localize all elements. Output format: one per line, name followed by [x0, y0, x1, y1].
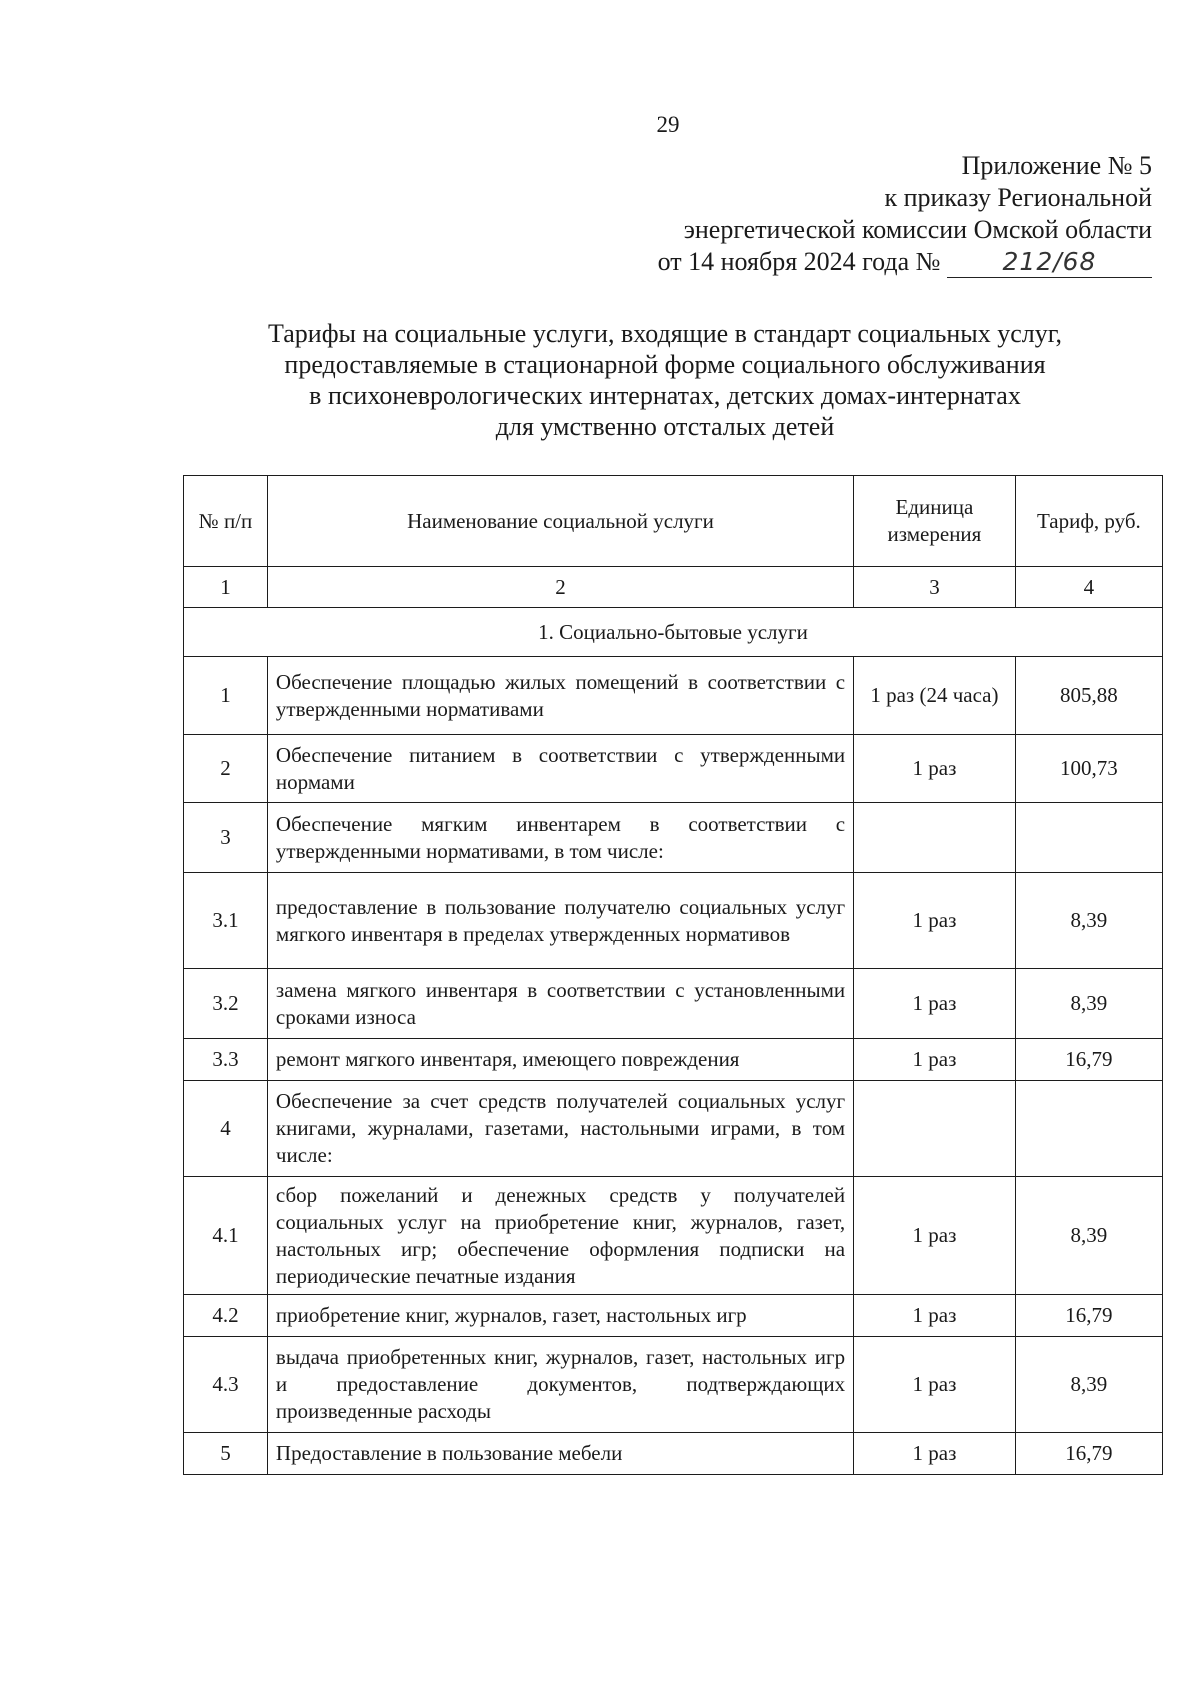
- row-num: 2: [184, 735, 268, 803]
- row-service-name: Обеспечение за счет средств получателей социальных услуг книгами, журналами, газетами, настольными играми, в том числе:: [267, 1081, 853, 1177]
- appendix-line: Приложение № 5: [961, 151, 1152, 180]
- row-num: 4.3: [184, 1337, 268, 1433]
- order-date-line: [658, 246, 1152, 278]
- row-tariff: [1015, 1081, 1162, 1177]
- row-tariff: 100,73: [1015, 735, 1162, 803]
- title-line: в психоневрологических интернатах, детских домах-интернатах: [309, 381, 1021, 410]
- row-tariff: 16,79: [1015, 1039, 1162, 1081]
- row-service-name: Предоставление в пользование мебели: [267, 1433, 853, 1475]
- row-num: 3.1: [184, 873, 268, 969]
- row-num: 4.2: [184, 1295, 268, 1337]
- row-num: 1: [184, 657, 268, 735]
- column-number: 2: [267, 567, 853, 608]
- header-num: № п/п: [184, 476, 268, 567]
- row-tariff: 16,79: [1015, 1295, 1162, 1337]
- table-row: [184, 1295, 1163, 1337]
- column-number-row: [184, 567, 1163, 608]
- row-tariff: [1015, 803, 1162, 873]
- row-service-name: выдача приобретенных книг, журналов, газет, настольных игр и предоставление документов, подтверждающих произведенные расходы: [267, 1337, 853, 1433]
- table-row: [184, 1337, 1163, 1433]
- row-service-name: замена мягкого инвентаря в соответствии с установленными сроками износа: [267, 969, 853, 1039]
- row-service-name: сбор пожеланий и денежных средств у получателей социальных услуг на приобретение книг, журналов, газет, настольных игр; обеспечение оформления подписки на периодические печатные издания: [267, 1177, 853, 1295]
- document-title: [205, 318, 1125, 442]
- header-unit: Единица измерения: [854, 476, 1016, 567]
- row-num: 4: [184, 1081, 268, 1177]
- appendix-line: энергетической комиссии Омской области: [683, 215, 1152, 244]
- row-num: 3: [184, 803, 268, 873]
- row-tariff: 8,39: [1015, 1337, 1162, 1433]
- row-tariff: 8,39: [1015, 873, 1162, 969]
- row-tariff: 805,88: [1015, 657, 1162, 735]
- column-number: 4: [1015, 567, 1162, 608]
- row-unit: 1 раз: [854, 1433, 1016, 1475]
- row-unit: 1 раз: [854, 873, 1016, 969]
- row-unit: 1 раз: [854, 1177, 1016, 1295]
- row-unit: 1 раз: [854, 969, 1016, 1039]
- row-tariff: 16,79: [1015, 1433, 1162, 1475]
- order-number-handwritten: 212/68: [947, 247, 1152, 278]
- order-date-text: от 14 ноября 2024 года №: [657, 247, 941, 276]
- row-service-name: ремонт мягкого инвентаря, имеющего повреждения: [267, 1039, 853, 1081]
- row-unit: 1 раз: [854, 1337, 1016, 1433]
- row-service-name: Обеспечение мягким инвентарем в соответствии с утвержденными нормативами, в том числе:: [267, 803, 853, 873]
- title-line: предоставляемые в стационарной форме социального обслуживания: [284, 350, 1046, 379]
- table-row: [184, 1177, 1163, 1295]
- table-row: [184, 1081, 1163, 1177]
- section-row: [184, 608, 1163, 657]
- section-title: 1. Социально-бытовые услуги: [184, 608, 1163, 657]
- table-row: [184, 1039, 1163, 1081]
- row-num: 4.1: [184, 1177, 268, 1295]
- table-row: [184, 657, 1163, 735]
- table-row: [184, 1433, 1163, 1475]
- row-service-name: предоставление в пользование получателю социальных услуг мягкого инвентаря в пределах утвержденных нормативов: [267, 873, 853, 969]
- row-num: 3.3: [184, 1039, 268, 1081]
- table-row: [184, 873, 1163, 969]
- header-name: Наименование социальной услуги: [267, 476, 853, 567]
- row-unit: 1 раз: [854, 735, 1016, 803]
- table-row: [184, 735, 1163, 803]
- row-unit: 1 раз: [854, 1295, 1016, 1337]
- row-service-name: Обеспечение площадью жилых помещений в соответствии с утвержденными нормативами: [267, 657, 853, 735]
- row-unit: 1 раз: [854, 1039, 1016, 1081]
- row-service-name: Обеспечение питанием в соответствии с утвержденными нормами: [267, 735, 853, 803]
- row-unit: 1 раз (24 часа): [854, 657, 1016, 735]
- appendix-block: [658, 150, 1152, 278]
- title-line: для умственно отсталых детей: [495, 412, 835, 441]
- page-number: 29: [656, 112, 680, 137]
- row-service-name: приобретение книг, журналов, газет, настольных игр: [267, 1295, 853, 1337]
- row-unit: [854, 803, 1016, 873]
- row-num: 5: [184, 1433, 268, 1475]
- table-row: [184, 803, 1163, 873]
- table-row: [184, 969, 1163, 1039]
- column-number: 1: [184, 567, 268, 608]
- row-tariff: 8,39: [1015, 969, 1162, 1039]
- column-number: 3: [854, 567, 1016, 608]
- header-tariff: Тариф, руб.: [1015, 476, 1162, 567]
- row-tariff: 8,39: [1015, 1177, 1162, 1295]
- title-line: Тарифы на социальные услуги, входящие в стандарт социальных услуг,: [268, 319, 1062, 348]
- table-header-row: [184, 476, 1163, 567]
- row-unit: [854, 1081, 1016, 1177]
- appendix-line: к приказу Региональной: [884, 183, 1152, 212]
- row-num: 3.2: [184, 969, 268, 1039]
- tariffs-table: [183, 475, 1163, 1475]
